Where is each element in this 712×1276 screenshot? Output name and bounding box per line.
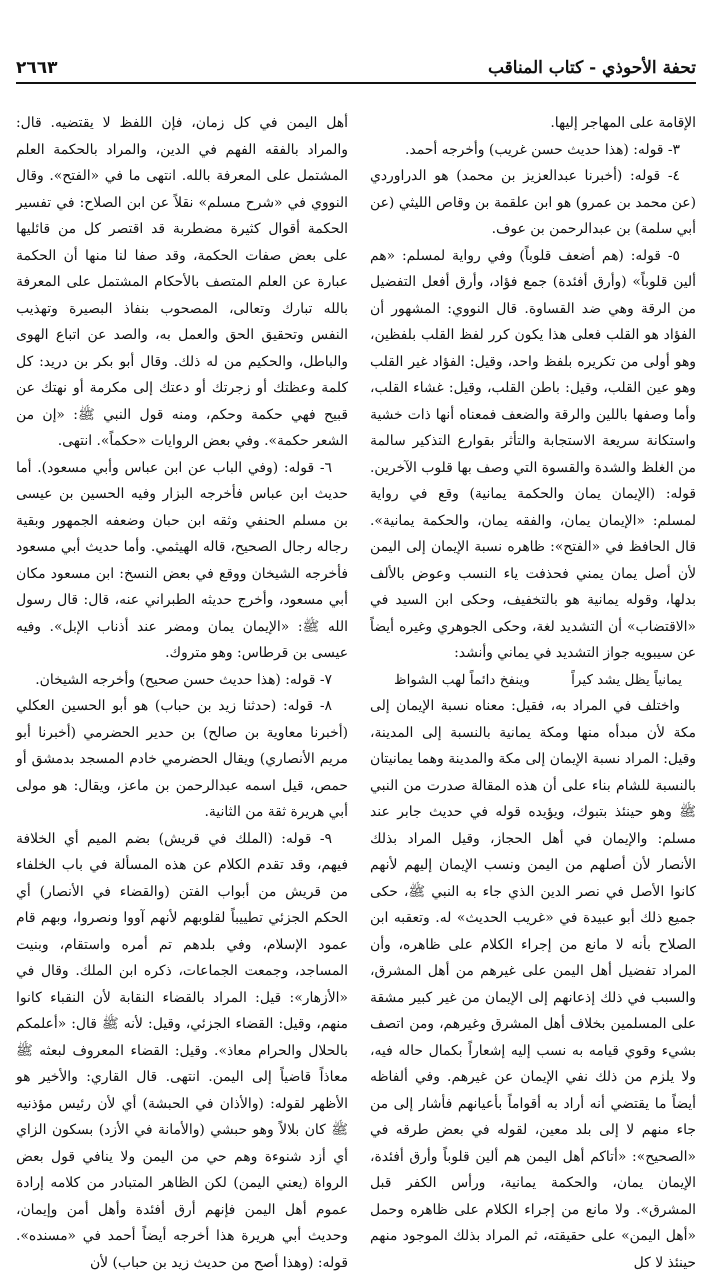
page-header [16, 44, 696, 84]
paragraph: ٨- قوله: (حدثنا زيد بن حباب) هو أبو الحسين العكلي (أخبرنا معاوية بن صالح) بن حدير الحضرمي (أخبرنا أبو مريم الأنصاري) ويقال الحضرمي خادم المسجد بدمشق أو حمص، قيل اسمه عبدالرحمن بن ماعز، ويقال: هو مولى أبي هريرة ثقة من الثانية. [16, 693, 348, 826]
paragraph: ٩- قوله: (الملك في قريش) بضم الميم أي الخلافة فيهم، وقد تقدم الكلام عن هذه المسألة في باب الخلفاء من قريش من أبواب الفتن (والقضاء في الأنصار) أي الحكم الجزئي تطييباً لقلوبهم لأنهم آووا ونصروا، وبهم قام عمود الإسلام، وفي بلدهم تم أمره واستقام، وبنيت المساجد، وجمعت الجماعات، ذكره ابن الملك. وقال في «الأزهار»: قيل: المراد بالقضاء النقابة لأن النقباء كانوا منهم، وقيل: القضاء الجزئي، وقيل: لأنه ﷺ قال: «أعلمكم بالحلال والحرام معاذ». وقيل: القضاء المعروف لبعثه ﷺ معاذاً قاضياً إلى اليمن. انتهى. قال القاري: والأخير هو الأظهر لقوله: (والأذان في الحبشة) أي لأن رئيس مؤذنيه ﷺ كان بلالاً وهو حبشي (والأمانة في الأزد) بسكون الزاي أي أزد شنوءة وهم حي من اليمن ولا ينافي قول بعض الرواة (يعني اليمن) لكن الظاهر المتبادر من كلامه إرادة عموم أهل اليمن فإنهم أرق أفئدة وأهل أمن وإيمان، وحديث أبي هريرة هذا أخرجه أيضاً أحمد في «مسنده». قوله: (وهذا أصح من حديث زيد بن حباب) لأن [16, 826, 348, 1276]
poem-second-hemistich: وينفخ دائماً لهب الشواظ [394, 667, 530, 694]
paragraph: ٦- قوله: (وفي الباب عن ابن عباس وأبي مسعود). أما حديث ابن عباس فأخرجه البزار وفيه الحسين بن عيسى بن مسلم الحنفي وثقه ابن حبان وضعفه الجمهور وبقية رجاله رجال الصحيح، قاله الهيثمي. وأما حديث أبي مسعود فأخرجه الشيخان ووقع في بعض النسخ: ابن مسعود مكان أبي مسعود، وأخرج حديثه الطبراني عنه، قال: قال رسول الله ﷺ: «الإيمان يمان ومضر عند أذناب الإبل». وفيه عيسى بن قرطاس: وهو متروك. [16, 455, 348, 667]
paragraph: ٣- قوله: (هذا حديث حسن غريب) وأخرجه أحمد. [370, 137, 696, 164]
paragraph: ٧- قوله: (هذا حديث حسن صحيح) وأخرجه الشيخان. [16, 667, 348, 694]
paragraph: أهل اليمن في كل زمان، فإن اللفظ لا يقتضيه. قال: والمراد بالفقه الفهم في الدين، والمراد بالحكمة العلم المشتمل على المعرفة بالله. انتهى ما في «الفتح». وقال النووي في «شرح مسلم» نقلاً عن ابن الصلاح: في تفسير الحكمة أقوال كثيرة مضطربة قد اقتصر كل من قائليها على بعض صفات الحكمة، وقد صفا لنا منها أن الحكمة عبارة عن العلم المتصف بالأحكام المشتمل على المعرفة بالله تبارك وتعالى، المصحوب بنفاذ البصيرة وتهذيب النفس وتحقيق الحق والعمل به، والصد عن اتباع الهوى والباطل، والحكيم من له ذلك. وقال أبو بكر بن دريد: كل كلمة وعظتك أو زجرتك أو دعتك إلى مكرمة أو نهتك عن قبيح فهي حكمة وحكم، ومنه قول النبي ﷺ: «إن من الشعر حكمة». وفي بعض الروايات «حكماً». انتهى. [16, 110, 348, 455]
page-number: ٢٦٦٣ [16, 58, 58, 78]
paragraph: واختلف في المراد به، فقيل: معناه نسبة الإيمان إلى مكة لأن مبدأه منها ومكة يمانية بالنسبة إلى المدينة، وقيل: المراد نسبة الإيمان إلى مكة والمدينة وهما يمانيتان بالنسبة للشام بناء على أن هذه المقالة صدرت من النبي ﷺ وهو حينئذ بتبوك، ويؤيده قوله في حديث جابر عند مسلم: والإيمان في أهل الحجاز، وقيل المراد بذلك الأنصار لأن أصلهم من اليمن ونسب الإيمان إليهم لأنهم كانوا الأصل في نصر الدين الذي جاء به النبي ﷺ، حكى جميع ذلك أبو عبيدة في «غريب الحديث» له. وتعقبه ابن الصلاح بأنه لا مانع من إجراء الكلام على ظاهره، وأن المراد تفضيل أهل اليمن على غيرهم من أهل المشرق، والسبب في ذلك إذعانهم إلى الإيمان من غير كبير مشقة على المسلمين بخلاف أهل المشرق وغيرهم، ومن اتصف بشيء وقوي قيامه به نسب إليه إشعاراً بكمال حاله فيه، ولا يلزم من ذلك نفي الإيمان عن غيرهم. وفي ألفاظه أيضاً ما يقتضي أنه أراد به أقواماً بأعيانهم فأشار إلى من جاء منهم لا إلى بلد معين، لقوله في بعض طرقه في «الصحيح»: «أتاكم أهل اليمن هم ألين قلوباً وأرق أفئدة، الإيمان يمان، والحكمة يمانية، ورأس الكفر قبل المشرق». ولا مانع من إجراء الكلام على ظاهره وحمل «أهل اليمن» على حقيقته، ثم المراد بذلك الموجود منهم حينئذ لا كل [370, 693, 696, 1276]
right-column [370, 110, 696, 1089]
left-column [16, 110, 348, 1089]
poem-first-hemistich: يمانياً يظل يشد كيراً [571, 667, 682, 694]
paragraph: ٥- قوله: (هم أضعف قلوباً) وفي رواية لمسلم: «هم ألين قلوباً» (وأرق أفئدة) جمع فؤاد، وأرق أفعل التفضيل من الرقة وهي ضد القساوة. قال النووي: المشهور أن الفؤاد هو القلب فعلى هذا يكون كرر لفظ القلب بلفظين، وهو أولى من تكريره بلفظ واحد، وقيل: الفؤاد غير القلب وهو عين القلب، وقيل: باطن القلب، وقيل: غشاء القلب، وأما وصفها باللين والرقة والضعف فمعناه أنها ذات خشية واستكانة سريعة الاستجابة والتأثر بقوارع التذكير سالمة من الغلظ والشدة والقسوة التي وصف بها قلوب الآخرين. قوله: (الإيمان يمان والحكمة يمانية) وقع في رواية لمسلم: «الإيمان يمان، والفقه يمان، والحكمة يمانية». قال الحافظ في «الفتح»: ظاهره نسبة الإيمان إلى اليمن لأن أصل يمان يمني فحذفت ياء النسب وعوض بالألف بدلها، وقوله يمانية هو بالتخفيف، وحكى ابن السيد في «الاقتضاب» أن التشديد لغة، وحكى الجوهري وغيره أيضاً عن سيبويه جواز التشديد في يماني وأنشد: [370, 243, 696, 667]
poem-verse [370, 667, 696, 694]
paragraph: ٤- قوله: (أخبرنا عبدالعزيز بن محمد) هو الدراوردي (عن محمد بن عمرو) هو ابن علقمة بن وقاص الليثي (عن أبي سلمة) بن عبدالرحمن بن عوف. [370, 163, 696, 243]
paragraph: الإقامة على المهاجر إليها. [370, 110, 696, 137]
running-title: تحفة الأحوذي - كتاب المناقب [488, 58, 696, 78]
